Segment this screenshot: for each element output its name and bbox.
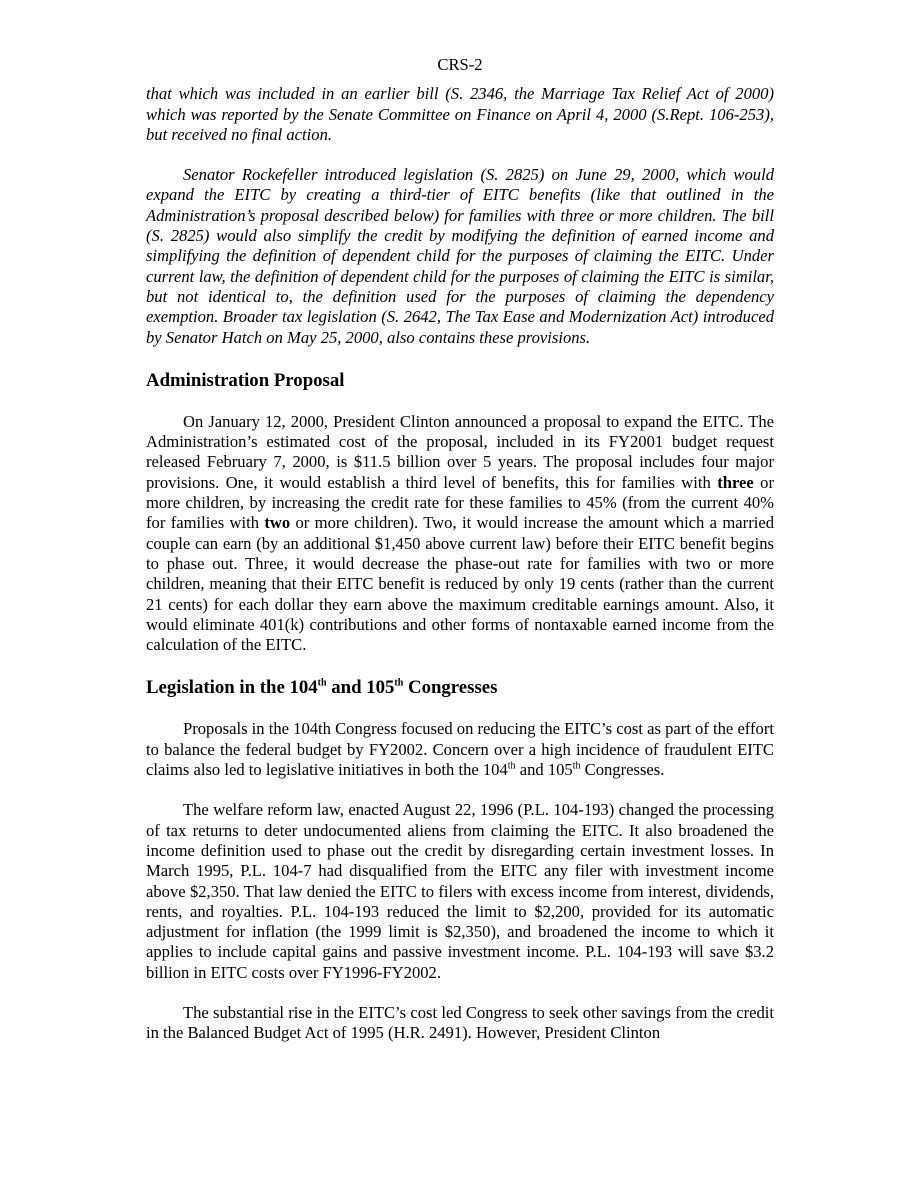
paragraph-balanced-budget: The substantial rise in the EITC’s cost led Congress to seek other savings from the credit in the Balanced Budget Act of 1995 (H.R. 2491). However, President Clinton: [146, 1002, 774, 1043]
paragraph-continuation: that which was included in an earlier bill (S. 2346, the Marriage Tax Relief Act of 2000) which was reported by the Senate Committee on Finance on April 4, 2000 (S.Rept. 106-253), but received no final action.: [146, 84, 774, 144]
paragraph-welfare-reform: The welfare reform law, enacted August 22, 1996 (P.L. 104-193) changed the processing of tax returns to deter undocumented aliens from claiming the EITC. It also broadened the income definition used to phase out the credit by disregarding certain investment losses. In March 1995, P.L. 104-7 had disqualified from the EITC any filer with investment income above $2,350. That law denied the EITC to filers with excess income from interest, dividends, rents, and royalties. P.L. 104-193 reduced the limit to $2,200, provided for its automatic adjustment for inflation (the 1999 limit is $2,350), and broadened the income to which it applies to include capital gains and passive investment income. P.L. 104-193 will save $3.2 billion in EITC costs over FY1996-FY2002.: [146, 800, 774, 982]
text-run: Proposals in the 104th Congress focused on reducing the EITC’s cost as part of the effort to balance the federal budget by FY2002. Concern over a high incidence of fraudulent EITC claims also led to legislative initiatives in both the 104: [146, 719, 774, 780]
bold-two: two: [264, 513, 291, 533]
superscript: th: [507, 760, 516, 772]
paragraph-rockefeller: Senator Rockefeller introduced legislation (S. 2825) on June 29, 2000, which would expand the EITC by creating a third-tier of EITC benefits (like that outlined in the Administration’s proposal described below) for families with three or more children. The bill (S. 2825) would also simplify the credit by modifying the definition of earned income and simplifying the definition of dependent child for the purposes of claiming the EITC. Under current law, the definition of dependent child for the purposes of claiming the EITC is similar, but not identical to, the definition used for the purposes of claiming the dependency exemption. Broader tax legislation (S. 2642, The Tax Ease and Modernization Act) introduced by Senator Hatch on May 25, 2000, also contains these provisions.: [146, 165, 774, 347]
text-run: and 105: [515, 760, 573, 780]
heading-text: Congresses: [403, 677, 498, 699]
heading-text: and 105: [326, 677, 395, 699]
heading-text: Legislation in the 104: [146, 677, 318, 699]
superscript: th: [572, 760, 581, 772]
text-run: On January 12, 2000, President Clinton announced a proposal to expand the EITC. The Administration’s estimated cost of the proposal, included in its FY2001 budget request released February 7, 2000, is $11.5 billion over 5 years. The proposal includes four major provisions. One, it would establish a third level of benefits, this for families with: [146, 411, 774, 492]
text-run: Congresses.: [580, 760, 665, 780]
section-heading-legislation: [146, 677, 774, 699]
text-run: or more children). Two, it would increase the amount which a married couple can earn (by an additional $1,450 above current law) before their EITC benefit begins to phase out. Three, it would decrease the phase-out rate for families with two or more children, meaning that their EITC benefit is reduced by only 19 cents (rather than the current 21 cents) for each dollar they earn above the maximum creditable earnings amount. Also, it would eliminate 401(k) contributions and other forms of nontaxable earned income from the calculation of the EITC.: [146, 513, 774, 655]
paragraph-104th-congress: [146, 719, 774, 780]
bold-three: three: [717, 472, 754, 492]
heading-superscript: th: [317, 678, 327, 690]
section-heading-administration-proposal: Administration Proposal: [146, 369, 345, 391]
paragraph-administration-proposal: [146, 412, 774, 656]
page-header: CRS-2: [437, 55, 483, 74]
text-run: or more children, by increasing the credit rate for these families to 45% (from the current 40% for families with: [146, 472, 774, 533]
heading-superscript: th: [394, 678, 404, 690]
